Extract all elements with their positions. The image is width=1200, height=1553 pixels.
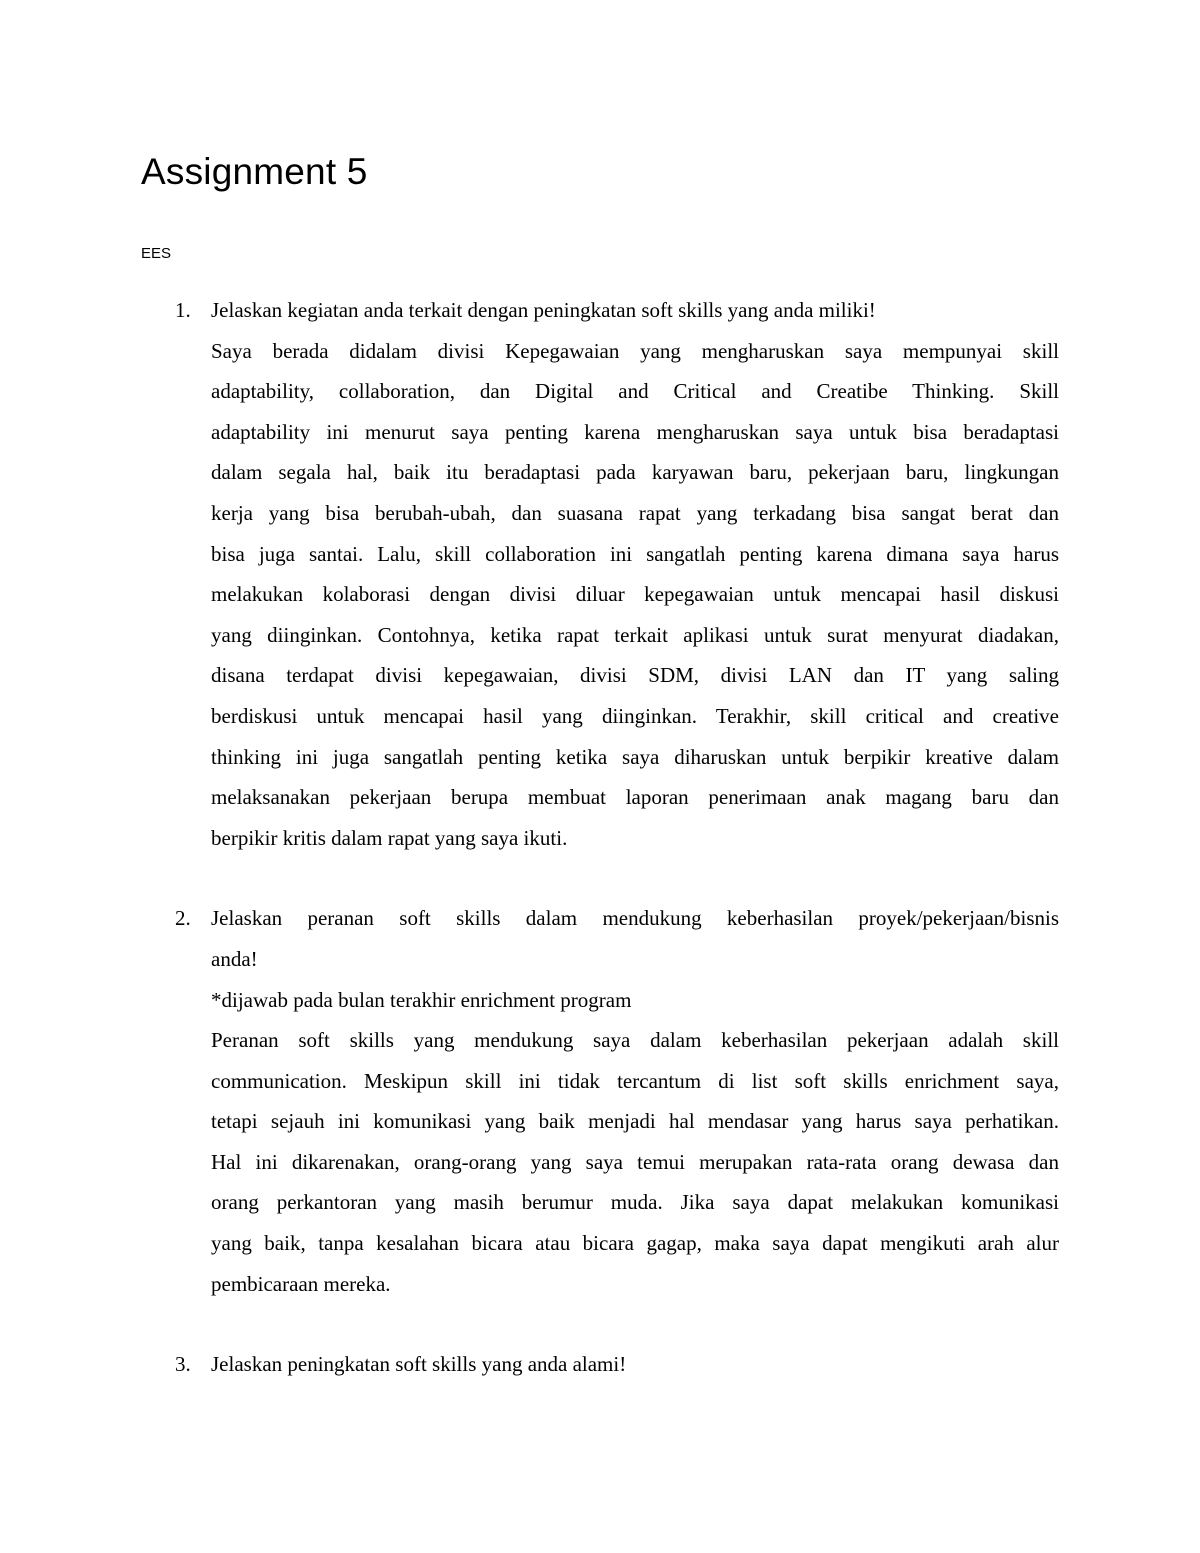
question-3 [141, 1344, 1059, 1385]
answer-line: Hal ini dikarenakan, orang-orang yang saya temui merupakan rata-rata orang dewasa dan [211, 1149, 1059, 1174]
answer-2 [211, 1020, 1059, 1304]
answer-line: yang baik, tanpa kesalahan bicara atau bicara gagap, maka saya dapat mengikuti arah alur [211, 1231, 1059, 1256]
question-text: Jelaskan peranan soft skills dalam mendukung keberhasilan proyek/pekerjaan/bisnis [211, 906, 1059, 931]
spacer [141, 1304, 1059, 1344]
answer-line: melakukan kolaborasi dengan divisi diluar kepegawaian untuk mencapai hasil diskusi [211, 582, 1059, 607]
answer-line: Saya berada didalam divisi Kepegawaian yang mengharuskan saya mempunyai skill [211, 338, 1059, 363]
document-subtitle: EES [141, 245, 172, 262]
question-number: 3. [175, 1352, 191, 1377]
question-1 [141, 290, 1059, 858]
answer-line: dalam segala hal, baik itu beradaptasi pada karyawan baru, pekerjaan baru, lingkungan [211, 460, 1059, 485]
answer-line: yang diinginkan. Contohnya, ketika rapat terkait aplikasi untuk surat menyurat diadakan, [211, 622, 1059, 647]
answer-line: tetapi sejauh ini komunikasi yang baik menjadi hal mendasar yang harus saya perhatikan. [211, 1109, 1059, 1134]
question-list [141, 290, 1059, 1385]
question-text: Jelaskan peningkatan soft skills yang anda alami! [211, 1352, 627, 1377]
question-number: 1. [175, 298, 191, 322]
answer-line: Peranan soft skills yang mendukung saya dalam keberhasilan pekerjaan adalah skill [211, 1028, 1059, 1053]
question-text: anda! [211, 946, 258, 971]
answer-line: orang perkantoran yang masih berumur muda. Jika saya dapat melakukan komunikasi [211, 1190, 1059, 1215]
answer-line: communication. Meskipun skill ini tidak tercantum di list soft skills enrichment saya, [211, 1068, 1059, 1093]
answer-line: melaksanakan pekerjaan berupa membuat laporan penerimaan anak magang baru dan [211, 785, 1059, 810]
answer-line: bisa juga santai. Lalu, skill collaboration ini sangatlah penting karena dimana saya harus [211, 541, 1059, 566]
answer-line: kerja yang bisa berubah-ubah, dan suasana rapat yang terkadang bisa sangat berat dan [211, 500, 1059, 525]
document-title: Assignment 5 [141, 151, 368, 192]
answer-line: disana terdapat divisi kepegawaian, divisi SDM, divisi LAN dan IT yang saling [211, 663, 1059, 688]
question-2 [141, 898, 1059, 1304]
answer-line: pembicaraan mereka. [211, 1271, 391, 1296]
answer-note: *dijawab pada bulan terakhir enrichment program [211, 987, 632, 1012]
answer-1 [211, 331, 1059, 859]
spacer [141, 858, 1059, 898]
answer-line: berdiskusi untuk mencapai hasil yang diinginkan. Terakhir, skill critical and creative [211, 703, 1059, 728]
question-text: Jelaskan kegiatan anda terkait dengan peningkatan soft skills yang anda miliki! [211, 298, 876, 322]
answer-line: berpikir kritis dalam rapat yang saya ikuti. [211, 825, 568, 850]
answer-line: adaptability, collaboration, dan Digital and Critical and Creatibe Thinking. Skill [211, 379, 1059, 404]
answer-line: thinking ini juga sangatlah penting ketika saya diharuskan untuk berpikir kreative dalam [211, 744, 1059, 769]
answer-line: adaptability ini menurut saya penting karena mengharuskan saya untuk bisa beradaptasi [211, 419, 1059, 444]
question-number: 2. [175, 906, 191, 931]
